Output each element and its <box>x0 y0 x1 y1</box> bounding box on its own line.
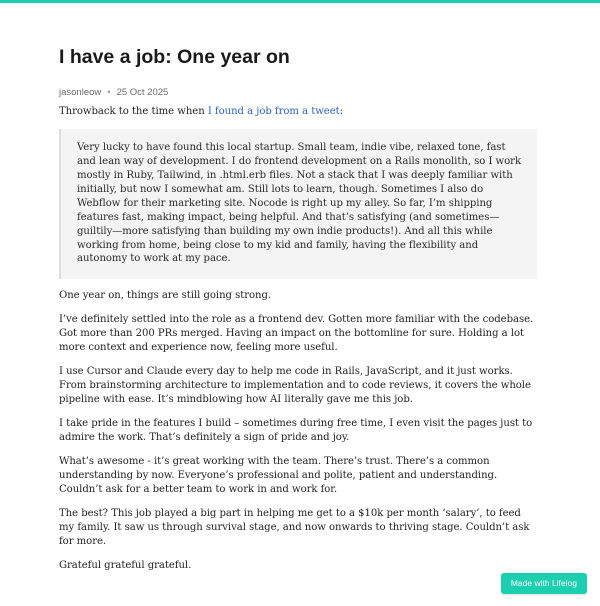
intro-suffix: : <box>339 106 344 117</box>
body-paragraph: I’ve definitely settled into the role as a frontend dev. Gotten more familiar with the codebase. Got more than 200 PRs merged. Having an impact on the bottomline for sure. Holding a lot more context and experience now, feeling more useful. <box>59 313 534 354</box>
made-with-lifelog-button[interactable]: Made with Lifelog <box>501 573 587 594</box>
blog-post <box>59 44 537 573</box>
body-paragraph: One year on, things are still going strong. <box>59 290 272 302</box>
intro-text: Throwback to the time when <box>59 106 208 117</box>
intro-paragraph <box>59 105 537 119</box>
body-paragraph: I use Cursor and Claude every day to help me code in Rails, JavaScript, and it just works. From brainstorming architecture to implementation and to code reviews, it covers the whole pipeline with ease. It’s mindblowing how AI literally gave me this job. <box>59 365 531 406</box>
post-date: 25 Oct 2025 <box>116 87 169 98</box>
top-accent-bar <box>0 0 600 3</box>
author-name[interactable]: jasonleow <box>59 87 102 98</box>
body-paragraph: Grateful grateful grateful. <box>59 559 192 571</box>
quote-text: Very lucky to have found this local startup. Small team, indie vibe, relaxed tone, fast and lean way of development. I do frontend development on a Rails monolith, so I work mostly in Ruby, Tailwind, in .html.erb files. Not a stack that I was deeply familiar with initially, but now I somewhat am. Still lots to learn, though. Sometimes I also do Webflow for their marketing site. Nocode is right up my alley. So far, I’m shipping features fast, making impact, being helpful. And that’s satisfying (and sometimes—guiltily—more satisfying than building my own indie products!). And all this while working from home, being close to my kid and family, having the flexibility and autonomy to work at my pace. <box>77 142 522 265</box>
body-paragraph: What’s awesome - it’s great working with the team. There’s trust. There’s a common understanding by now. Everyone’s professional and polite, patient and understanding. Couldn’t ask for a better team to work in and work for. <box>59 455 498 496</box>
meta-separator: • <box>107 87 111 98</box>
tweet-link[interactable]: I found a job from a tweet <box>207 106 340 117</box>
body-paragraph: I take pride in the features I build – sometimes during free time, I even visit the pages just to admire the work. That’s definitely a sign of pride and joy. <box>59 417 533 444</box>
body-paragraph: The best? This job played a big part in helping me get to a $10k per month ‘salary’, to feed my family. It saw us through survival stage, and now onwards to thriving stage. Couldn’t ask for more. <box>59 507 530 548</box>
post-meta <box>59 86 537 100</box>
post-title: I have a job: One year on <box>59 46 290 68</box>
blockquote <box>59 129 537 279</box>
